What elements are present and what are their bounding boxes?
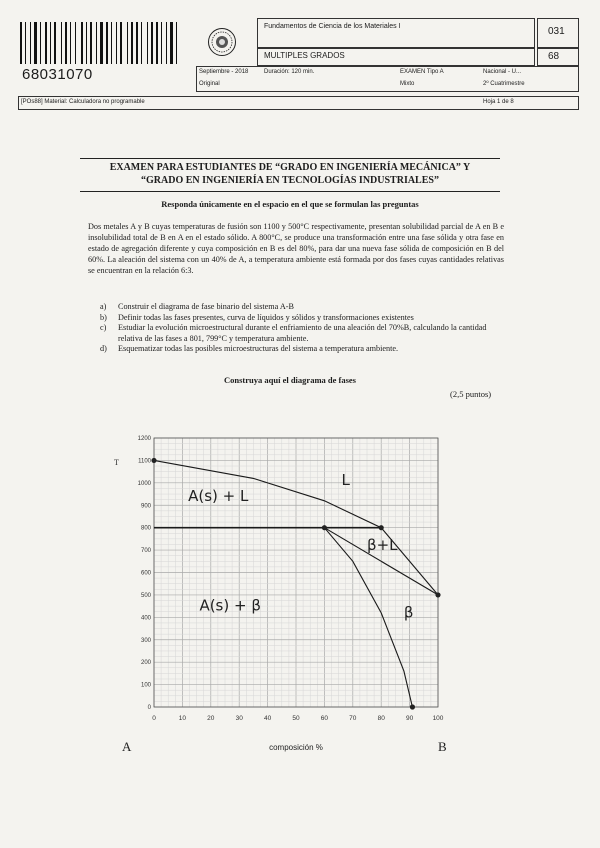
question-text: Estudiar la evolución microestructural durante el enfriamiento de una aleación del 70%B, calculando la cantidad relativa de las fases a 801, 799°C y temperatura ambiente. xyxy=(118,323,487,343)
x-tick-label: 20 xyxy=(207,715,215,722)
question-letter: a) xyxy=(100,302,107,311)
question-text: Definir todas las fases presentes, curva de líquidos y sólidos y transformaciones existentes xyxy=(118,312,414,322)
y-tick-label: 500 xyxy=(140,592,151,599)
component-b-label: B xyxy=(438,739,447,754)
problem-statement: Dos metales A y B cuyas temperaturas de fusión son 1100 y 500°C respectivamente, presentan solubilidad parcial de A en B e insolubilidad total de B en A en el estado sólido. A 800°C, se produce una transformación entre una fase sólida y otra fase en estado de agregación diferente y cuya composición en B es del 80%, para dar una nueva fase sólida de composición en B del 60%. La aleación del sistema con un 40% de A, a temperatura ambiente está formada por dos fases cuyas cantidades relativas se encuentran en la relación 6:3. xyxy=(88,222,504,275)
diagram-heading: Construya aquí el diagrama de fases xyxy=(224,375,356,385)
y-tick-label: 0 xyxy=(147,705,151,711)
phase-point xyxy=(151,458,156,463)
phase-region-label: β+L xyxy=(367,536,398,555)
page-info: Hoja 1 de 8 xyxy=(483,99,514,105)
phase-region-label: A(s) + β xyxy=(199,596,261,615)
y-tick-label: 900 xyxy=(140,503,151,510)
y-tick-label: 200 xyxy=(140,660,151,667)
component-a-label: A xyxy=(122,739,132,754)
y-tick-label: 800 xyxy=(140,525,151,532)
national-label: Nacional - U... xyxy=(483,69,522,75)
duration: Duración: 120 min. xyxy=(264,69,315,75)
original-label: Original xyxy=(199,81,220,87)
x-tick-label: 100 xyxy=(432,715,444,722)
page-count: 68 xyxy=(548,51,560,62)
x-tick-label: 50 xyxy=(292,715,300,722)
phase-region-label: L xyxy=(341,471,350,490)
exam-title-line-1: EXAMEN PARA ESTUDIANTES DE “GRADO EN INGENIERÍA MECÁNICA” Y xyxy=(109,162,471,173)
phase-point xyxy=(435,592,440,597)
x-tick-label: 30 xyxy=(235,715,243,722)
x-tick-label: 0 xyxy=(152,715,156,722)
phase-region-label: A(s) + L xyxy=(188,486,249,505)
material-note: [POs88] Material: Calculadora no programable xyxy=(21,99,145,105)
x-tick-label: 60 xyxy=(320,715,329,722)
semester: 2º Cuatrimestre xyxy=(483,81,525,87)
y-tick-label: 600 xyxy=(140,570,151,577)
mixed-label: Mixto xyxy=(400,81,415,87)
y-tick-label: 1200 xyxy=(137,436,151,442)
y-tick-label: 100 xyxy=(140,682,151,689)
y-tick-label: 1100 xyxy=(138,458,151,465)
subject-code: 031 xyxy=(548,26,565,37)
x-tick-label: 10 xyxy=(178,715,187,722)
y-tick-label: 300 xyxy=(140,637,151,644)
x-tick-label: 80 xyxy=(377,715,385,722)
phase-point xyxy=(379,525,384,530)
phase-region-label: β xyxy=(403,603,414,622)
session: Septiembre - 2018 xyxy=(199,69,249,75)
y-axis-label: T xyxy=(114,457,119,467)
question-letter: b) xyxy=(100,312,107,322)
question-text: Construir el diagrama de fase binario del sistema A-B xyxy=(118,302,294,311)
exam-model: EXAMEN Tipo A xyxy=(400,69,444,75)
subject: Fundamentos de Ciencia de los Materiales I xyxy=(264,23,401,30)
y-tick-label: 1000 xyxy=(137,480,151,487)
question-text: Esquematizar todas las posibles microestructuras del sistema a temperatura ambiente. xyxy=(118,344,399,353)
question-letter: c) xyxy=(100,323,107,332)
instruction: Responda únicamente en el espacio en el que se formulan las preguntas xyxy=(161,199,419,209)
x-tick-label: 90 xyxy=(405,715,414,722)
y-tick-label: 700 xyxy=(140,548,151,555)
exam-title-line-2: “GRADO EN INGENIERÍA EN TECNOLOGÍAS INDUSTRIALES” xyxy=(141,175,439,186)
x-tick-label: 40 xyxy=(263,715,272,722)
points-label: (2,5 puntos) xyxy=(450,389,492,399)
chart-grid xyxy=(154,438,438,707)
x-axis-label: composición % xyxy=(269,743,323,752)
exam-type: MULTIPLES GRADOS xyxy=(264,51,345,60)
barcode-number: 68031070 xyxy=(22,66,93,83)
question-letter: d) xyxy=(100,344,107,353)
x-tick-label: 70 xyxy=(349,715,357,722)
phase-point xyxy=(410,704,415,709)
phase-point xyxy=(322,525,327,530)
y-tick-label: 400 xyxy=(140,615,151,622)
